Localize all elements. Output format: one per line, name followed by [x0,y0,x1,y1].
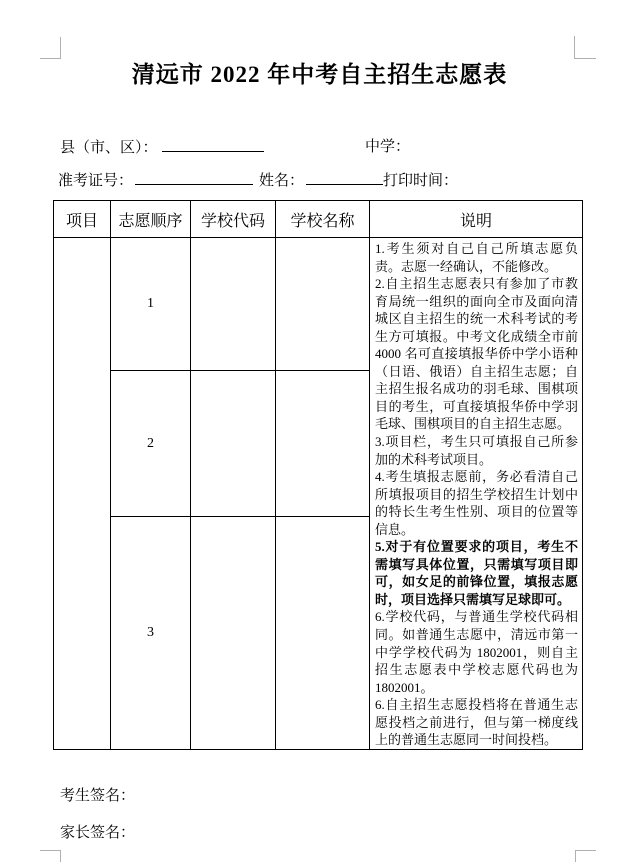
name-label: 姓名： [259,173,305,189]
county-input-line [162,136,264,152]
school-name-cell-3 [276,517,370,750]
examno-name-print-row [58,169,458,192]
middle-school-field-row [365,136,410,158]
note-item-5: 5.对于有位置要求的项目，考生不需填写具体位置，只需填写项目即可，如女足的前锋位置，填报志愿时，项目选择只需填写足球即可。 [375,539,578,607]
school-name-cell-2 [276,371,370,517]
print-time-label: 打印时间： [383,173,459,189]
crop-mark-bottom-right [575,850,596,862]
header-notes: 说明 [370,201,583,238]
application-table-wrap [53,200,583,750]
parent-signature-label: 家长签名： [60,825,136,841]
header-project: 项目 [54,201,111,238]
school-name-cell-1 [276,238,370,371]
project-cell [54,238,111,750]
note-item-6: 6.学校代码，与普通生学校代码相同。如普通生志愿中，清远市第一中学学校代码为 1802001，则自主招生志愿表中学校志愿代码也为 1802001。 [375,609,578,695]
name-input-line [306,169,383,185]
county-label: 县（市、区）： [60,140,158,156]
school-code-cell-3 [191,517,276,750]
page-title: 清远市 2022 年中考自主招生志愿表 [131,62,508,87]
county-field-row [60,136,264,159]
school-code-cell-1 [191,238,276,371]
crop-mark-bottom-left [40,850,61,862]
school-code-cell-2 [191,371,276,517]
header-school-code: 学校代码 [191,201,276,238]
notes-cell [370,238,583,750]
student-signature-label: 考生签名： [60,788,136,804]
note-item-3: 3.项目栏，考生只可填报自己所参加的术科考试项目。 [375,434,578,467]
note-item-1: 1.考生须对自己自己所填志愿负责。志愿一经确认，不能修改。 [375,241,578,274]
note-item-7: 6.自主招生志愿投档将在普通生志愿投档之前进行，但与第一梯度线上的普通生志愿同一时间投档。 [375,697,578,748]
note-item-2: 2.自主招生志愿表只有参加了市教育局统一组织的面向全市及面向清城区自主招生的统一术科考试的考生方可填报。中考文化成绩全市前 4000 名可直接填报华侨中学小语种（日语、俄语）自主招生志愿；自主招生报名成功的羽毛球、围棋项目的考生，可直接填报华侨中学羽毛球、围棋项目的自主招生志愿。 [375,276,578,432]
middle-school-label: 中学： [365,139,411,155]
order-cell-2: 2 [111,371,191,517]
note-item-4: 4.考生填报志愿前，务必看清自己所填报项目的招生学校招生计划中的特长生考生性别、项目的位置等信息。 [375,469,578,537]
order-cell-3: 3 [111,517,191,750]
table-row [54,238,583,371]
header-school-name: 学校名称 [276,201,370,238]
order-cell-1: 1 [111,238,191,371]
exam-no-label: 准考证号： [58,173,134,189]
table-header-row [54,201,583,238]
exam-no-input-line [135,169,253,185]
header-order: 志愿顺序 [111,201,191,238]
application-table [53,200,583,750]
